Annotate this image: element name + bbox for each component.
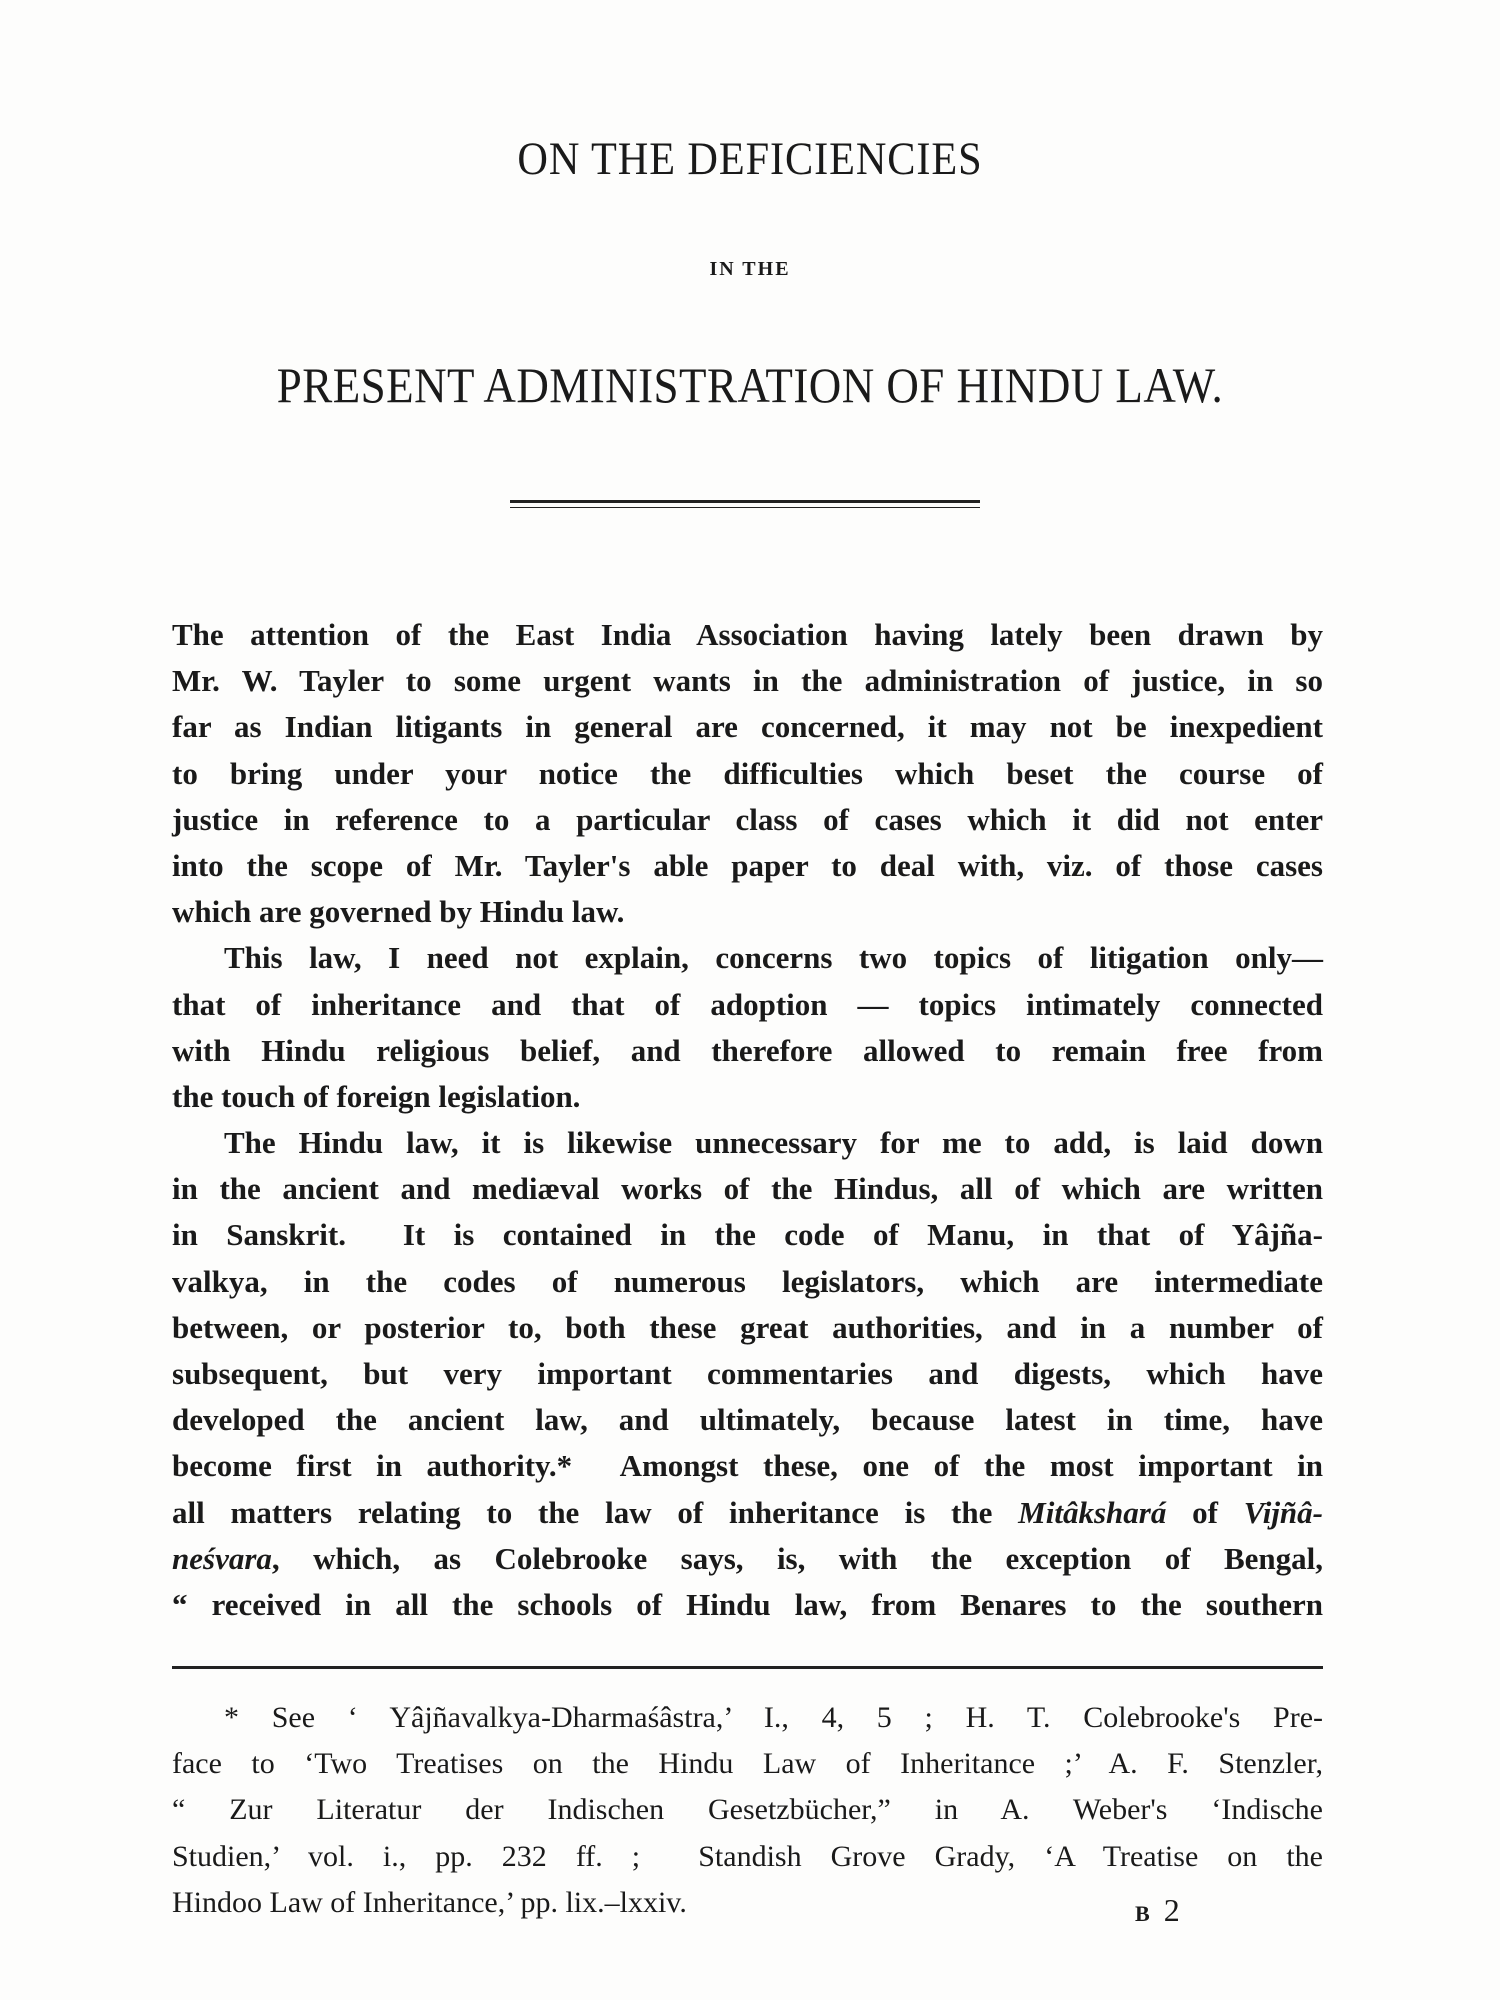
page-number: 2 <box>1163 1892 1180 1928</box>
italic-text: neśvara <box>172 1540 272 1576</box>
body-line <box>172 1028 1323 1074</box>
text-run: become first in authority.* Amongst these, one of the most important in <box>172 1448 1323 1484</box>
footnote-line <box>172 1746 1323 1792</box>
body-line <box>172 889 1323 935</box>
body-line <box>172 1212 1323 1258</box>
body-line <box>172 658 1323 704</box>
footnote-rule <box>172 1666 1323 1669</box>
body-line <box>172 1490 1323 1536</box>
text-run: face to ‘Two Treatises on the Hindu Law of Inheritance ;’ A. F. Stenzler, <box>172 1747 1323 1781</box>
text-run: which are governed by Hindu law. <box>172 894 625 930</box>
body-text <box>172 612 1323 1628</box>
body-line <box>172 1305 1323 1351</box>
text-run: Mr. W. Tayler to some urgent wants in the administration of justice, in so <box>172 663 1323 699</box>
text-run: , which, as Colebrooke says, is, with the exception of Bengal, <box>271 1540 1323 1576</box>
text-run: all matters relating to the law of inheritance is the <box>172 1494 1019 1530</box>
text-run: between, or posterior to, both these great authorities, and in a number of <box>172 1309 1323 1345</box>
body-line <box>172 704 1323 750</box>
body-line <box>172 843 1323 889</box>
body-line <box>172 612 1323 658</box>
text-run: with Hindu religious belief, and therefore allowed to remain free from <box>172 1032 1323 1068</box>
body-line <box>172 1074 1323 1120</box>
body-line <box>172 1397 1323 1443</box>
title-line-1: ON THE DEFICIENCIES <box>517 133 983 185</box>
title-line-2: IN THE <box>709 258 791 280</box>
text-run: subsequent, but very important commentaries and digests, which have <box>172 1356 1323 1391</box>
body-line <box>172 751 1323 797</box>
text-run: “ received in all the schools of Hindu law, from Benares to the southern <box>172 1586 1323 1622</box>
text-run: Hindoo Law of Inheritance,’ pp. lix.–lxxiv. <box>172 1885 687 1919</box>
signature-mark: B <box>1135 1901 1150 1926</box>
text-run: developed the ancient law, and ultimately, because latest in time, have <box>172 1402 1323 1438</box>
text-run: in Sanskrit. It is contained in the code of Manu, in that of Yâjña- <box>172 1217 1323 1253</box>
body-line <box>172 1443 1323 1489</box>
footnote-line <box>172 1839 1323 1885</box>
text-run: to bring under your notice the difficulties which beset the course of <box>172 755 1323 791</box>
text-run: The Hindu law, it is likewise unnecessary for me to add, is laid down <box>224 1125 1323 1161</box>
text-run: far as Indian litigants in general are concerned, it may not be inexpedient <box>172 709 1323 745</box>
title-rule-thick <box>510 500 980 503</box>
body-line <box>172 935 1323 981</box>
text-run: * See ‘ Yâjñavalkya-Dharmaśâstra,’ I., 4, 5 ; H. T. Colebrooke's Pre- <box>224 1701 1323 1734</box>
text-run: into the scope of Mr. Tayler's able paper to deal with, viz. of those cases <box>172 847 1323 883</box>
text-run: that of inheritance and that of adoption — topics intimately connected <box>172 986 1323 1022</box>
text-run: Studien,’ vol. i., pp. 232 ff. ; Standish Grove Grady, ‘A Treatise on the <box>172 1839 1323 1873</box>
body-line <box>172 1582 1323 1628</box>
body-line <box>172 1166 1323 1212</box>
footnote-line <box>172 1700 1323 1746</box>
text-run: justice in reference to a particular class of cases which it did not enter <box>172 801 1323 837</box>
text-run: This law, I need not explain, concerns two topics of litigation only— <box>224 940 1323 976</box>
body-line <box>172 1120 1323 1166</box>
footnote-line <box>172 1792 1323 1838</box>
title-rule-thin <box>510 507 980 508</box>
title-line-3: PRESENT ADMINISTRATION OF HINDU LAW. <box>276 357 1224 413</box>
body-line <box>172 1536 1323 1582</box>
body-line <box>172 1259 1323 1305</box>
italic-text: Vijñâ- <box>1243 1494 1323 1530</box>
text-run: of <box>1166 1494 1244 1530</box>
body-line <box>172 982 1323 1028</box>
page-folio <box>1135 1892 1180 1929</box>
body-line <box>172 1351 1323 1397</box>
text-run: in the ancient and mediæval works of the Hindus, all of which are written <box>172 1171 1323 1207</box>
text-run: valkya, in the codes of numerous legislators, which are intermediate <box>172 1263 1323 1299</box>
text-run: “ Zur Literatur der Indischen Gesetzbücher,” in A. Weber's ‘Indische <box>172 1793 1323 1827</box>
text-run: the touch of foreign legislation. <box>172 1078 581 1114</box>
body-line <box>172 797 1323 843</box>
text-run: The attention of the East India Association having lately been drawn by <box>172 617 1323 652</box>
italic-text: Mitâkshará <box>1018 1494 1167 1530</box>
